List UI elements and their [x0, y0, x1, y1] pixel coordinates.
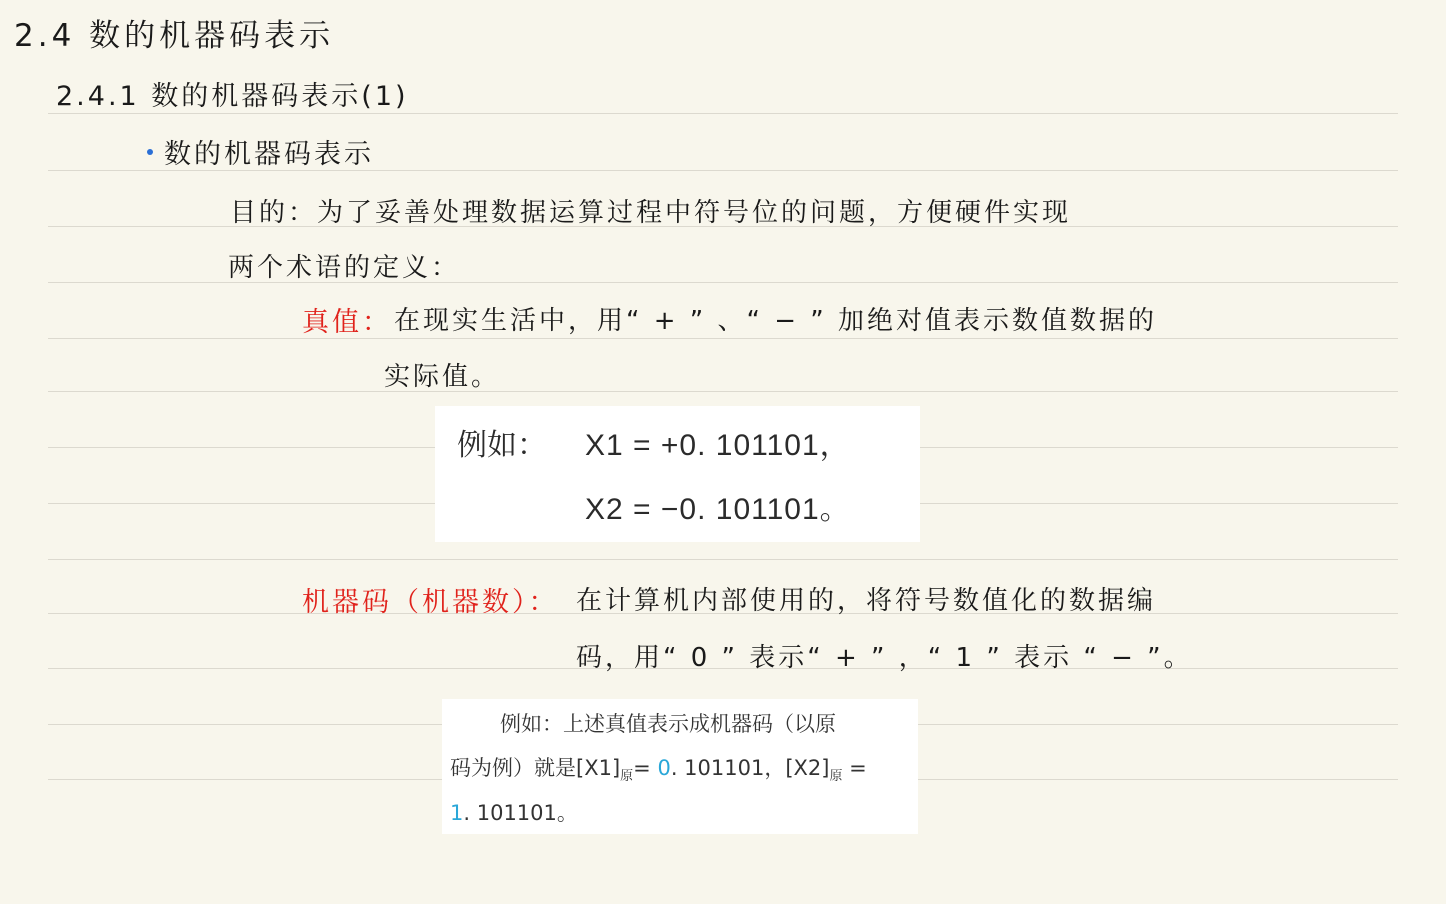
- machine-code-label: 机器码（机器数）：: [302, 587, 559, 618]
- example2-equals-2: =: [842, 756, 867, 780]
- purpose-line: 目的：为了妥善处理数据运算过程中符号位的问题，方便硬件实现: [230, 198, 1072, 228]
- example-label: 例如：: [457, 428, 547, 463]
- machine-code-text-line1: 在计算机内部使用的，将符号数值化的数据编: [576, 586, 1157, 616]
- machine-code-text-line2: 码，用“ 0 ” 表示“ + ” ，“ 1 ” 表示 “ − ”。: [576, 643, 1193, 673]
- subscript-yuan-1: 原: [620, 769, 634, 785]
- true-value-text-line2: 实际值。: [384, 362, 501, 392]
- true-value-text-line1: 在现实生活中，用“ + ” 、“ − ” 加绝对值表示数值数据的: [394, 306, 1158, 336]
- example-x2: X2 = −0. 101101。: [585, 493, 851, 526]
- sign-bit-1: 1: [450, 801, 464, 825]
- example2-x1-text: 码为例）就是[X1]: [450, 756, 621, 780]
- example2-line1: 例如：上述真值表示成机器码（以原: [500, 712, 836, 736]
- bullet-title: 数的机器码表示: [164, 139, 374, 170]
- example2-equals: =: [633, 756, 658, 780]
- example2-line3: [450, 797, 578, 827]
- subsection-heading: 2.4.1 数的机器码表示(1): [56, 81, 409, 112]
- subscript-yuan-2: 原: [829, 769, 843, 785]
- example2-value: . 101101。: [463, 801, 578, 825]
- example-box-true-value: [435, 406, 920, 542]
- bullet-dot: [147, 149, 153, 155]
- example2-x2-text: . 101101，[X2]: [670, 756, 830, 780]
- example2-line2: [450, 752, 867, 784]
- section-heading: 2.4 数的机器码表示: [14, 18, 335, 54]
- sign-bit-0: 0: [657, 756, 671, 780]
- true-value-label: 真值：: [302, 307, 392, 338]
- example-x1: X1 = +0. 101101，: [585, 429, 851, 462]
- example-box-machine-code: [442, 699, 918, 834]
- terms-line: 两个术语的定义：: [228, 253, 461, 283]
